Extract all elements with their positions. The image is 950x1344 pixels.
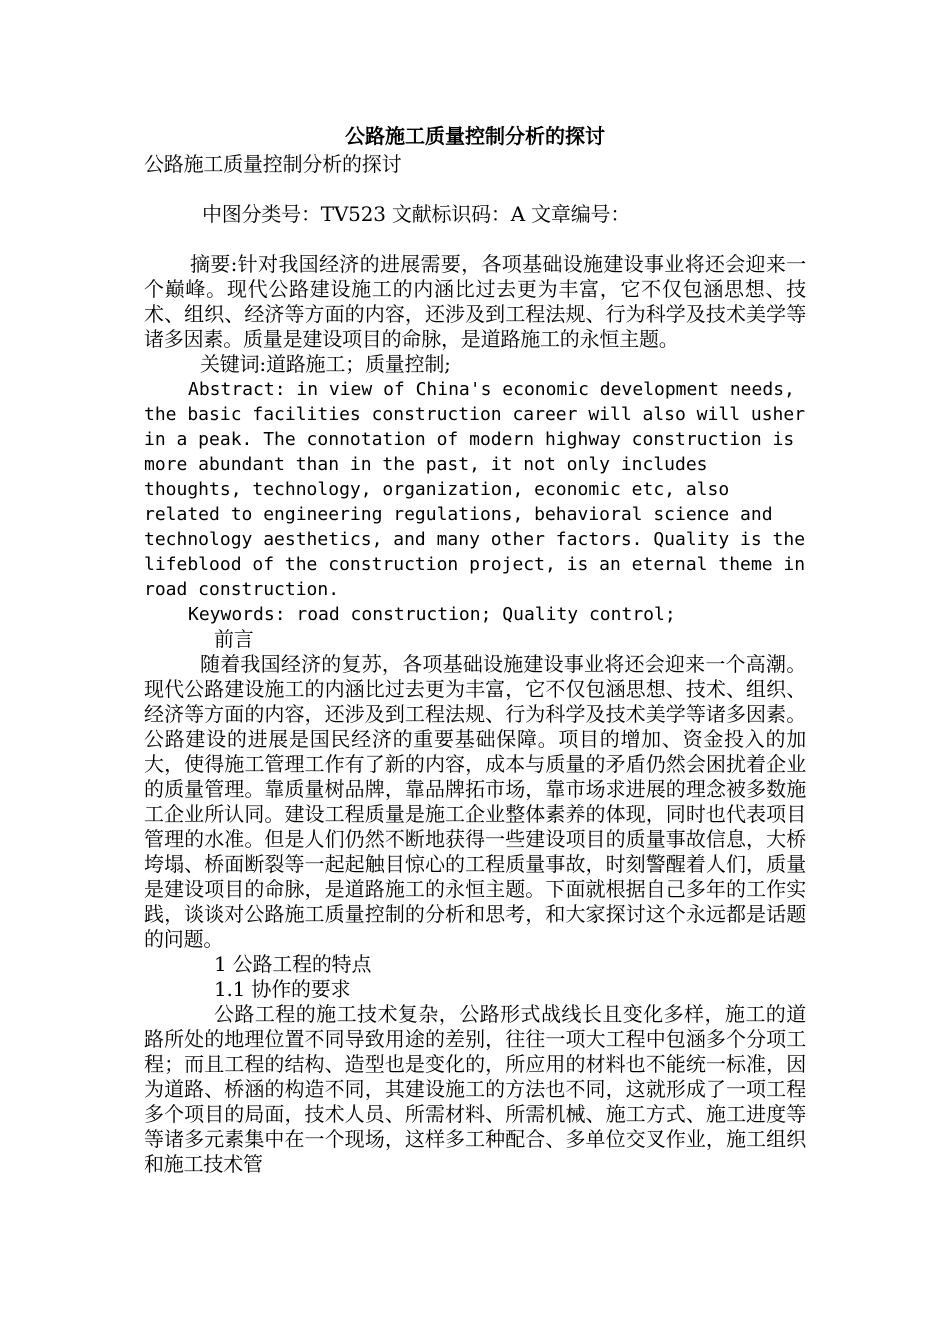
- keywords-cn: 关键词:道路施工；质量控制;: [200, 352, 451, 376]
- document-body: [144, 152, 806, 1177]
- preface-body: 随着我国经济的复苏，各项基础设施建设事业将还会迎来一个高潮。现代公路建设施工的内涵比过去更为丰富，它不仅包涵思想、技术、组织、经济等方面的内容，还涉及到工程法规、行为科学及技术美学等诸多因素。公路建设的进展是国民经济的重要基础保障。项目的增加、资金投入的加大，使得施工管理工作有了新的内容，成本与质量的矛盾仍然会困扰着企业的质量管理。靠质量树品牌，靠品牌拓市场，靠市场求进展的理念被多数施工企业所认同。建设工程质量是施工企业整体素养的体现，同时也代表项目管理的水准。但是人们仍然不断地获得一些建设项目的质量事故信息，大桥垮塌、桥面断裂等一起起触目惊心的工程质量事故，时刻警醒着人们，质量是建设项目的命脉，是道路施工的永恒主题。下面就根据自己多年的工作实践，谈谈对公路施工质量控制的分析和思考，和大家探讨这个永远都是话题的问题。: [144, 652, 806, 951]
- document-subtitle: 公路施工质量控制分析的探讨: [144, 152, 402, 176]
- classification-line: 中图分类号：TV523 文献标识码：A 文章编号：: [202, 202, 631, 226]
- section-1-1-heading: 1.1 协作的要求: [214, 977, 351, 1001]
- spacer: [144, 177, 806, 202]
- abstract-cn: 摘要:针对我国经济的进展需要，各项基础设施建设事业将还会迎来一个巅峰。现代公路建设施工的内涵比过去更为丰富，它不仅包涵思想、技术、组织、经济等方面的内容，还涉及到工程法规、行为科学及技术美学等诸多因素。质量是建设项目的命脉，是道路施工的永恒主题。: [144, 252, 806, 351]
- keywords-en: Keywords: road construction; Quality control;: [188, 604, 676, 625]
- document-title: 公路施工质量控制分析的探讨: [345, 124, 605, 148]
- abstract-en: Abstract: in view of China's economic development needs, the basic facilities construction career will also will usher in a peak. The connotation of modern highway construction is more abundant than in the past, it not only includes thoughts, technology, organization, economic etc, also related to engineering regulations, behavioral science and technology aesthetics, and many other factors. Quality is the lifeblood of the construction project, is an eternal theme in road construction.: [144, 379, 806, 600]
- section-1-heading: 1 公路工程的特点: [214, 952, 372, 976]
- section-1-1-body: 公路工程的施工技术复杂，公路形式战线长且变化多样，施工的道路所处的地理位置不同导致用途的差别，往往一项大工程中包涵多个分项工程；而且工程的结构、造型也是变化的，所应用的材料也不能统一标准，因为道路、桥涵的构造不同，其建设施工的方法也不同，这就形成了一项工程多个项目的局面，技术人员、所需材料、所需机械、施工方式、施工进度等等诸多元素集中在一个现场，这样多工种配合、多单位交叉作业，施工组织和施工技术管: [144, 1002, 806, 1176]
- spacer: [144, 227, 806, 252]
- preface-heading: 前言: [214, 627, 254, 651]
